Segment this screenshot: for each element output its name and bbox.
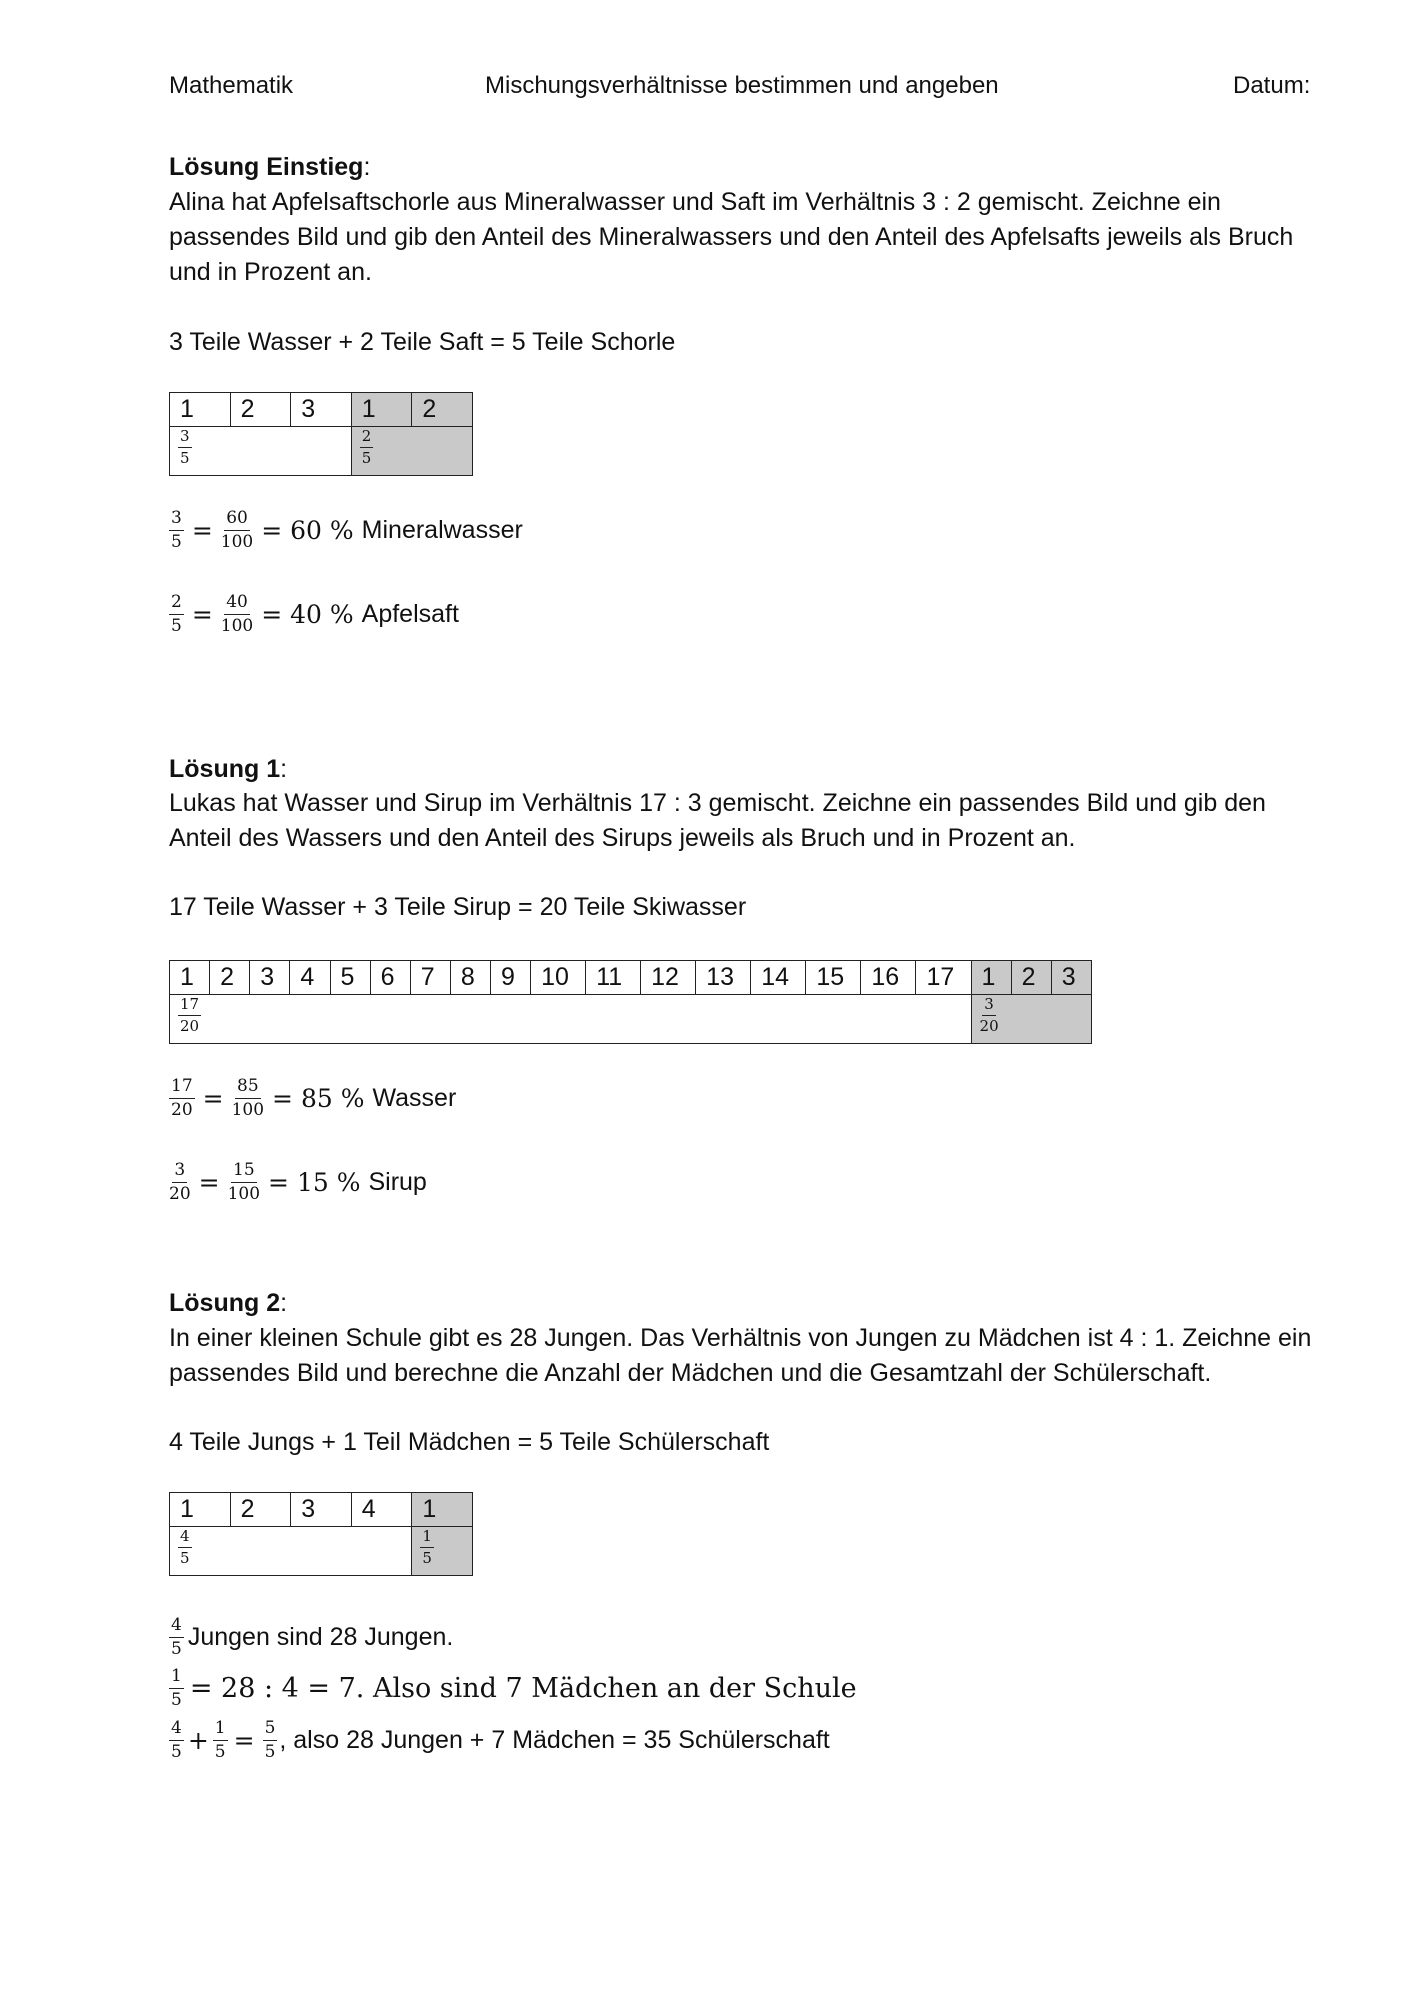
section1-sum: 3 Teile Wasser + 2 Teile Saft = 5 Teile Schorle (169, 328, 676, 356)
bar-cell: 4 (290, 961, 330, 995)
bar-fraction-juice (351, 427, 472, 476)
bar-cell-shaded: 1 (412, 1493, 473, 1527)
section3-line-girls (169, 1668, 865, 1709)
bar-cell: 10 (531, 961, 586, 995)
fraction-numerator: 3 (169, 510, 184, 531)
fraction-denominator: 100 (220, 616, 254, 636)
section2-task: Lukas hat Wasser und Sirup im Verhältnis 17 : 3 gemischt. Zeichne ein passendes Bild und gib den Anteil des Wassers und den Anteil des Sirups jeweils als Bruch und in Prozent an. (169, 789, 1266, 852)
bar-cell: 2 (230, 393, 291, 427)
fraction-denominator: 5 (264, 1742, 276, 1762)
section3-heading (169, 1286, 287, 1321)
bar-cell: 2 (230, 1493, 291, 1527)
bar-fraction-boys (170, 1527, 412, 1576)
bar-cell: 4 (351, 1493, 412, 1527)
line-text: Jungen sind 28 Jungen. (187, 1623, 454, 1651)
bar-cell: 3 (291, 1493, 352, 1527)
bar-cell: 12 (641, 961, 696, 995)
fraction-numerator: 15 (231, 1162, 257, 1183)
fraction-denominator: 5 (171, 1690, 182, 1710)
fraction-numerator: 3 (172, 1162, 187, 1183)
section3-line-boys (169, 1617, 453, 1658)
equation-label: Mineralwasser (361, 516, 523, 544)
bar-cell-shaded: 1 (351, 393, 412, 427)
fraction-denominator: 5 (171, 1639, 182, 1659)
bar-cell-shaded: 3 (1051, 961, 1091, 995)
fraction-denominator: 5 (422, 1549, 432, 1567)
section1-heading-text: Lösung Einstieg (169, 153, 364, 181)
fraction-denominator: 100 (231, 1100, 265, 1120)
line-text: , also 28 Jungen + 7 Mädchen = 35 Schülerschaft (279, 1726, 830, 1754)
plus-sign: + (187, 1726, 209, 1755)
fraction-denominator: 100 (220, 532, 254, 552)
bar-cell: 15 (806, 961, 861, 995)
bar-cell: 1 (170, 1493, 231, 1527)
section1-task: Alina hat Apfelsaftschorle aus Mineralwasser und Saft im Verhältnis 3 : 2 gemischt. Zeichne ein passendes Bild und gib den Anteil des Mineralwassers und den Anteil des Apfelsafts jeweils als Bruch und in Prozent an. (169, 188, 1294, 286)
line-text: = 28 : 4 = 7. Also sind 7 Mädchen an der Schule (189, 1673, 857, 1704)
fraction-numerator: 3 (982, 997, 996, 1016)
fraction-denominator: 5 (361, 449, 372, 467)
bar-cell-shaded: 2 (1011, 961, 1051, 995)
section1-bar-model (169, 392, 473, 476)
bar-fraction-syrup (971, 995, 1091, 1044)
fraction-denominator: 20 (169, 1184, 191, 1204)
equals-sign: = (191, 516, 213, 545)
equation-result: = 85 % (272, 1084, 365, 1113)
bar-cell: 16 (861, 961, 916, 995)
fraction-numerator: 17 (169, 1078, 195, 1099)
fraction-denominator: 20 (180, 1017, 200, 1035)
equation-label: Sirup (368, 1168, 427, 1196)
bar-cell: 2 (210, 961, 250, 995)
equals-sign: = (191, 600, 213, 629)
fraction-numerator: 2 (360, 429, 374, 448)
fraction-numerator: 4 (178, 1529, 192, 1548)
section1-heading (169, 150, 370, 185)
bar-cell: 14 (751, 961, 806, 995)
section1-equation-water (169, 510, 523, 551)
bar-cell: 9 (491, 961, 531, 995)
fraction-numerator: 4 (169, 1720, 184, 1741)
fraction-denominator: 5 (214, 1742, 226, 1762)
equals-sign: = (233, 1726, 255, 1755)
fraction-numerator: 1 (213, 1720, 228, 1741)
bar-cell: 13 (696, 961, 751, 995)
section2-sum: 17 Teile Wasser + 3 Teile Sirup = 20 Teile Skiwasser (169, 893, 747, 921)
bar-fraction-water (170, 995, 972, 1044)
section3-task: In einer kleinen Schule gibt es 28 Jungen. Das Verhältnis von Jungen zu Mädchen ist 4 : 1. Zeichne ein passendes Bild und berechne die Anzahl der Mädchen und die Gesamtzahl der Schülerschaft. (169, 1324, 1312, 1387)
bar-cell: 3 (250, 961, 290, 995)
equation-result: = 40 % (261, 600, 354, 629)
bar-cell: 6 (370, 961, 410, 995)
section2-heading (169, 752, 287, 787)
header-subject: Mathematik (169, 72, 294, 99)
fraction-numerator: 40 (224, 594, 250, 615)
fraction-denominator: 5 (180, 1549, 190, 1567)
section3-line-total (169, 1720, 830, 1761)
bar-cell: 8 (450, 961, 490, 995)
fraction-numerator: 2 (169, 594, 184, 615)
section1-equation-juice (169, 594, 459, 635)
header-date-label: Datum: (1233, 72, 1311, 99)
bar-fraction-girls (412, 1527, 473, 1576)
fraction-denominator: 5 (171, 616, 182, 636)
bar-cell-shaded: 2 (412, 393, 473, 427)
bar-cell: 5 (330, 961, 370, 995)
section2-bar-model (169, 960, 1092, 1044)
fraction-numerator: 85 (235, 1078, 261, 1099)
section3-sum: 4 Teile Jungs + 1 Teil Mädchen = 5 Teile Schülerschaft (169, 1428, 770, 1456)
fraction-numerator: 17 (178, 997, 201, 1016)
fraction-numerator: 5 (263, 1720, 278, 1741)
section2-heading-text: Lösung 1 (169, 755, 281, 783)
equals-sign: = (202, 1084, 224, 1113)
section3-bar-model (169, 1492, 473, 1576)
fraction-denominator: 5 (180, 449, 190, 467)
bar-cell: 17 (916, 961, 971, 995)
bar-fraction-water (170, 427, 352, 476)
section3-heading-text: Lösung 2 (169, 1289, 281, 1317)
equation-result: = 15 % (268, 1168, 361, 1197)
bar-cell: 11 (586, 961, 641, 995)
fraction-numerator: 3 (178, 429, 192, 448)
equals-sign: = (198, 1168, 220, 1197)
bar-cell: 3 (291, 393, 352, 427)
fraction-numerator: 1 (169, 1668, 184, 1689)
bar-cell: 1 (170, 961, 210, 995)
section1-heading-colon: : (363, 153, 371, 181)
section2-equation-syrup (169, 1162, 427, 1203)
bar-cell-shaded: 1 (971, 961, 1011, 995)
equation-label: Apfelsaft (361, 600, 459, 628)
fraction-numerator: 60 (224, 510, 250, 531)
section3-heading-colon: : (280, 1289, 288, 1317)
fraction-numerator: 4 (169, 1617, 184, 1638)
bar-cell: 7 (410, 961, 450, 995)
equation-result: = 60 % (261, 516, 354, 545)
fraction-denominator: 100 (227, 1184, 261, 1204)
section2-heading-colon: : (280, 755, 288, 783)
fraction-denominator: 5 (171, 1742, 182, 1762)
fraction-denominator: 20 (979, 1017, 999, 1035)
header-title: Mischungsverhältnisse bestimmen und angeben (485, 72, 999, 99)
section2-equation-water (169, 1078, 456, 1119)
equation-label: Wasser (372, 1084, 457, 1112)
fraction-denominator: 5 (171, 532, 182, 552)
bar-cell: 1 (170, 393, 231, 427)
fraction-numerator: 1 (420, 1529, 434, 1548)
fraction-denominator: 20 (171, 1100, 193, 1120)
